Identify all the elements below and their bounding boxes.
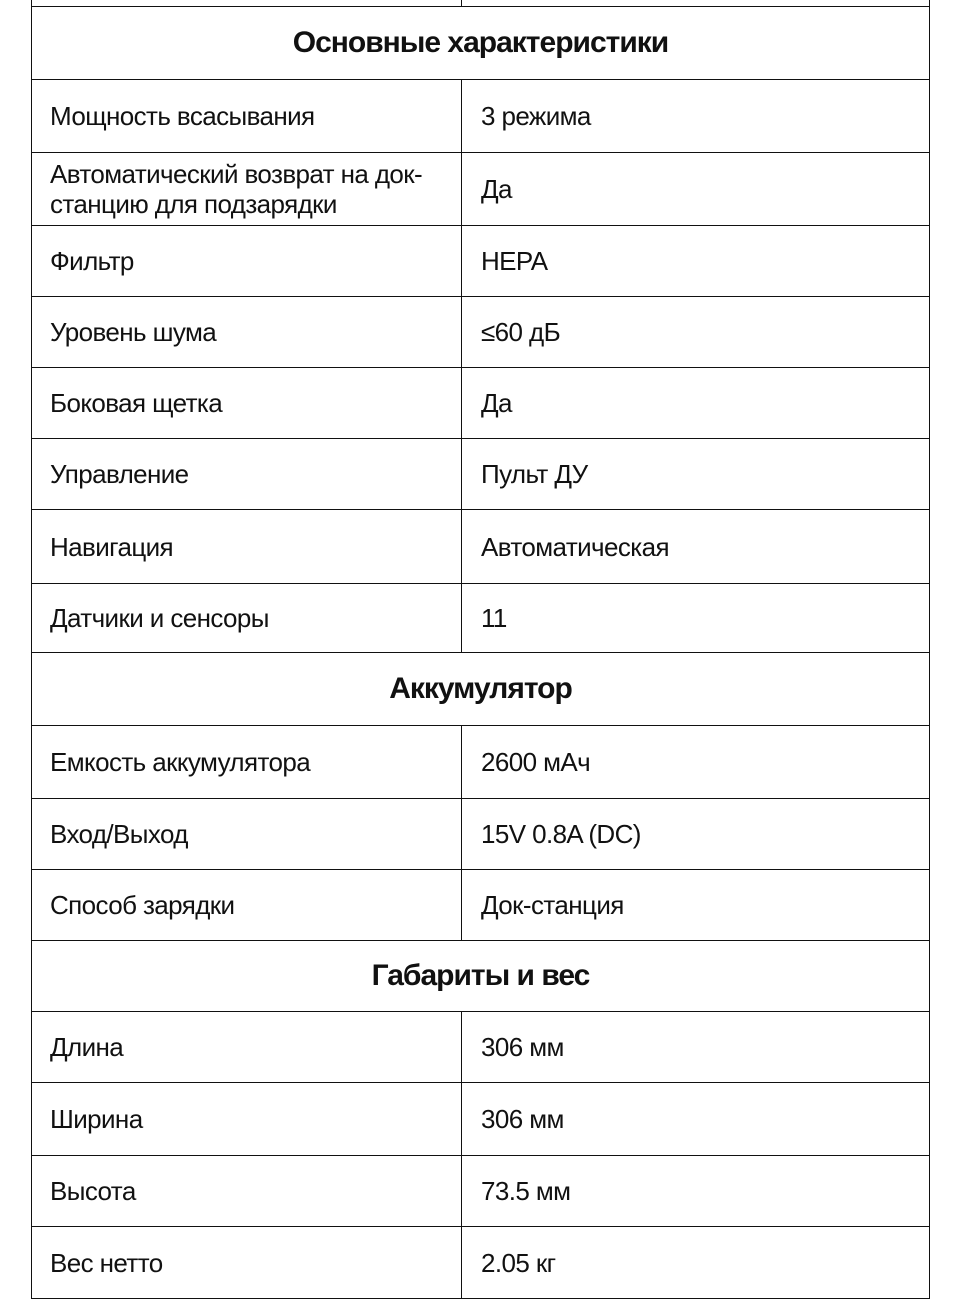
table-row: [32, 1227, 930, 1299]
spec-value: 2600 мАч: [462, 726, 930, 799]
spec-value: Да: [462, 368, 930, 439]
spec-value: 73.5 мм: [462, 1156, 930, 1227]
spec-label: Фильтр: [32, 226, 462, 297]
table-row: [32, 1083, 930, 1156]
spec-value: Да: [462, 153, 930, 226]
spec-label: Высота: [32, 1156, 462, 1227]
section-header: [32, 941, 930, 1012]
spec-label: Автоматический возврат на док-станцию для подзарядки: [32, 153, 462, 226]
table-row: [32, 297, 930, 368]
spec-label: Управление: [32, 439, 462, 510]
spec-label: Мощность всасывания: [32, 80, 462, 153]
spec-label: Боковая щетка: [32, 368, 462, 439]
spec-label: Датчики и сенсоры: [32, 584, 462, 653]
table-row: [32, 1012, 930, 1083]
section-header: [32, 653, 930, 726]
spec-value: 306 мм: [462, 1012, 930, 1083]
spec-value: 306 мм: [462, 1083, 930, 1156]
spec-label: Вход/Выход: [32, 799, 462, 870]
table-row: [32, 80, 930, 153]
spec-value: 15V 0.8A (DC): [462, 799, 930, 870]
table-row: [32, 726, 930, 799]
spec-label: Способ зарядки: [32, 870, 462, 941]
spec-value: Пульт ДУ: [462, 439, 930, 510]
spec-value: HEPA: [462, 226, 930, 297]
spec-label: Уровень шума: [32, 297, 462, 368]
spec-table: [31, 0, 930, 1299]
spec-value: ≤60 дБ: [462, 297, 930, 368]
section-header: [32, 7, 930, 80]
table-row: [32, 153, 930, 226]
spec-label: Навигация: [32, 510, 462, 584]
table-row: [32, 584, 930, 653]
spec-value: 11: [462, 584, 930, 653]
spec-value: 3 режима: [462, 80, 930, 153]
table-row: [32, 799, 930, 870]
table-row: [32, 368, 930, 439]
section-title: Аккумулятор: [32, 653, 930, 726]
table-row: [32, 226, 930, 297]
spec-value: 2.05 кг: [462, 1227, 930, 1299]
spec-label: Емкость аккумулятора: [32, 726, 462, 799]
table-row: [32, 439, 930, 510]
spec-label: Вес нетто: [32, 1227, 462, 1299]
spec-value: Автоматическая: [462, 510, 930, 584]
spec-value: Док-станция: [462, 870, 930, 941]
table-row: [32, 870, 930, 941]
spec-label: Длина: [32, 1012, 462, 1083]
spec-label: Ширина: [32, 1083, 462, 1156]
table-row: [32, 1156, 930, 1227]
section-title: Габариты и вес: [32, 941, 930, 1012]
table-row: [32, 510, 930, 584]
section-title: Основные характеристики: [32, 7, 930, 80]
